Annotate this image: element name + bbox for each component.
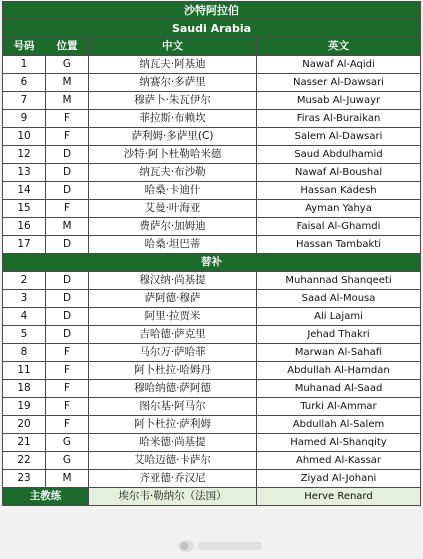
header-number: 号码 [3,38,46,56]
player-name-en: Muhanad Al-Saad [257,380,421,398]
player-name-cn: 萨阿德·穆萨 [89,290,257,308]
player-row [3,236,421,254]
player-position: F [46,344,89,362]
header-position: 位置 [46,38,89,56]
player-name-cn: 哈桑·坦巴蒂 [89,236,257,254]
player-row [3,398,421,416]
player-row [3,290,421,308]
player-number: 18 [3,380,46,398]
player-position: D [46,326,89,344]
player-position: M [46,218,89,236]
subs-section-label: 替补 [3,254,421,272]
player-row [3,470,421,488]
player-row [3,56,421,74]
player-name-cn: 穆汉纳·尚基提 [89,272,257,290]
player-number: 2 [3,272,46,290]
player-name-en: Faisal Al-Ghamdi [257,218,421,236]
player-name-en: Musab Al-Juwayr [257,92,421,110]
player-row [3,344,421,362]
player-position: D [46,236,89,254]
player-number: 19 [3,398,46,416]
player-name-en: Hamed Al-Shanqity [257,434,421,452]
roster-table [2,1,421,506]
player-row [3,308,421,326]
player-number: 13 [3,164,46,182]
player-number: 11 [3,362,46,380]
player-number: 4 [3,308,46,326]
player-name-en: Hassan Tambakti [257,236,421,254]
player-name-en: Hassan Kadesh [257,182,421,200]
player-number: 17 [3,236,46,254]
player-number: 5 [3,326,46,344]
player-position: M [46,92,89,110]
player-name-en: Abdullah Al-Hamdan [257,362,421,380]
player-name-cn: 艾哈迈德·卡萨尔 [89,452,257,470]
player-number: 7 [3,92,46,110]
player-name-en: Ayman Yahya [257,200,421,218]
player-name-cn: 萨利姆·多萨里(C) [89,128,257,146]
player-name-en: Marwan Al-Sahafi [257,344,421,362]
player-name-cn: 穆萨卜·朱瓦伊尔 [89,92,257,110]
player-position: F [46,362,89,380]
player-position: F [46,110,89,128]
player-name-en: Nawaf Al-Boushal [257,164,421,182]
watermark-logo-icon [178,540,194,552]
player-row [3,146,421,164]
table-title: 沙特阿拉伯 [3,2,421,20]
player-row [3,74,421,92]
player-number: 10 [3,128,46,146]
player-name-cn: 艾曼·叶海亚 [89,200,257,218]
player-name-cn: 齐亚德·乔汉尼 [89,470,257,488]
header-english: 英文 [257,38,421,56]
player-row [3,128,421,146]
player-number: 6 [3,74,46,92]
table-subtitle: Saudi Arabia [3,20,421,38]
player-number: 9 [3,110,46,128]
player-name-en: Nasser Al-Dawsari [257,74,421,92]
player-row [3,272,421,290]
player-row [3,362,421,380]
player-position: M [46,470,89,488]
player-name-en: Ahmed Al-Kassar [257,452,421,470]
player-position: F [46,200,89,218]
player-number: 22 [3,452,46,470]
player-position: F [46,416,89,434]
player-position: G [46,56,89,74]
player-name-en: Saad Al-Mousa [257,290,421,308]
coach-label: 主教练 [3,488,89,506]
header-row [3,38,421,56]
player-row [3,110,421,128]
player-name-cn: 阿卜杜拉·哈姆丹 [89,362,257,380]
player-number: 16 [3,218,46,236]
player-name-cn: 纳赛尔·多萨里 [89,74,257,92]
player-number: 20 [3,416,46,434]
title-row [3,2,421,20]
player-position: D [46,290,89,308]
player-position: F [46,398,89,416]
coach-name-cn: 埃尔韦·勒纳尔（法国） [89,488,257,506]
subs-section-row [3,254,421,272]
player-name-en: Ali Lajami [257,308,421,326]
player-name-cn: 阿里·拉贾米 [89,308,257,326]
player-number: 8 [3,344,46,362]
player-name-cn: 哈桑·卡迪什 [89,182,257,200]
player-position: D [46,182,89,200]
player-name-cn: 费萨尔·加姆迪 [89,218,257,236]
player-row [3,200,421,218]
player-row [3,452,421,470]
player-position: G [46,452,89,470]
coach-name-en: Herve Renard [257,488,421,506]
player-row [3,218,421,236]
player-number: 21 [3,434,46,452]
player-name-cn: 穆哈纳德·萨阿德 [89,380,257,398]
player-name-cn: 马尔万·萨哈菲 [89,344,257,362]
player-name-cn: 沙特·阿卜杜勒哈米德 [89,146,257,164]
player-row [3,182,421,200]
player-name-en: Nawaf Al-Aqidi [257,56,421,74]
player-name-en: Jehad Thakri [257,326,421,344]
player-position: D [46,146,89,164]
player-position: D [46,164,89,182]
player-position: F [46,380,89,398]
player-position: D [46,308,89,326]
player-name-en: Muhannad Shanqeeti [257,272,421,290]
player-name-cn: 纳瓦夫·阿基迪 [89,56,257,74]
player-name-en: Salem Al-Dawsari [257,128,421,146]
player-position: G [46,434,89,452]
player-number: 14 [3,182,46,200]
player-position: F [46,128,89,146]
player-name-en: Abdullah Al-Salem [257,416,421,434]
player-row [3,380,421,398]
header-chinese: 中文 [89,38,257,56]
player-number: 3 [3,290,46,308]
player-name-en: Turki Al-Ammar [257,398,421,416]
player-name-cn: 吉哈德·萨克里 [89,326,257,344]
player-row [3,92,421,110]
player-number: 23 [3,470,46,488]
player-name-en: Firas Al-Buraikan [257,110,421,128]
player-name-en: Ziyad Al-Johani [257,470,421,488]
player-row [3,416,421,434]
player-row [3,326,421,344]
player-row [3,434,421,452]
coach-row [3,488,421,506]
player-name-cn: 菲拉斯·布赖坎 [89,110,257,128]
watermark-text-blur [198,542,262,550]
subtitle-row [3,20,421,38]
player-position: D [46,272,89,290]
player-name-cn: 纳瓦夫·布沙勒 [89,164,257,182]
player-position: M [46,74,89,92]
player-name-cn: 哈米德·尚基提 [89,434,257,452]
player-name-cn: 图尔基·阿马尔 [89,398,257,416]
watermark [178,540,262,552]
player-number: 12 [3,146,46,164]
player-number: 1 [3,56,46,74]
player-name-en: Saud Abdulhamid [257,146,421,164]
player-row [3,164,421,182]
player-number: 15 [3,200,46,218]
player-name-cn: 阿卜杜拉·萨利姆 [89,416,257,434]
